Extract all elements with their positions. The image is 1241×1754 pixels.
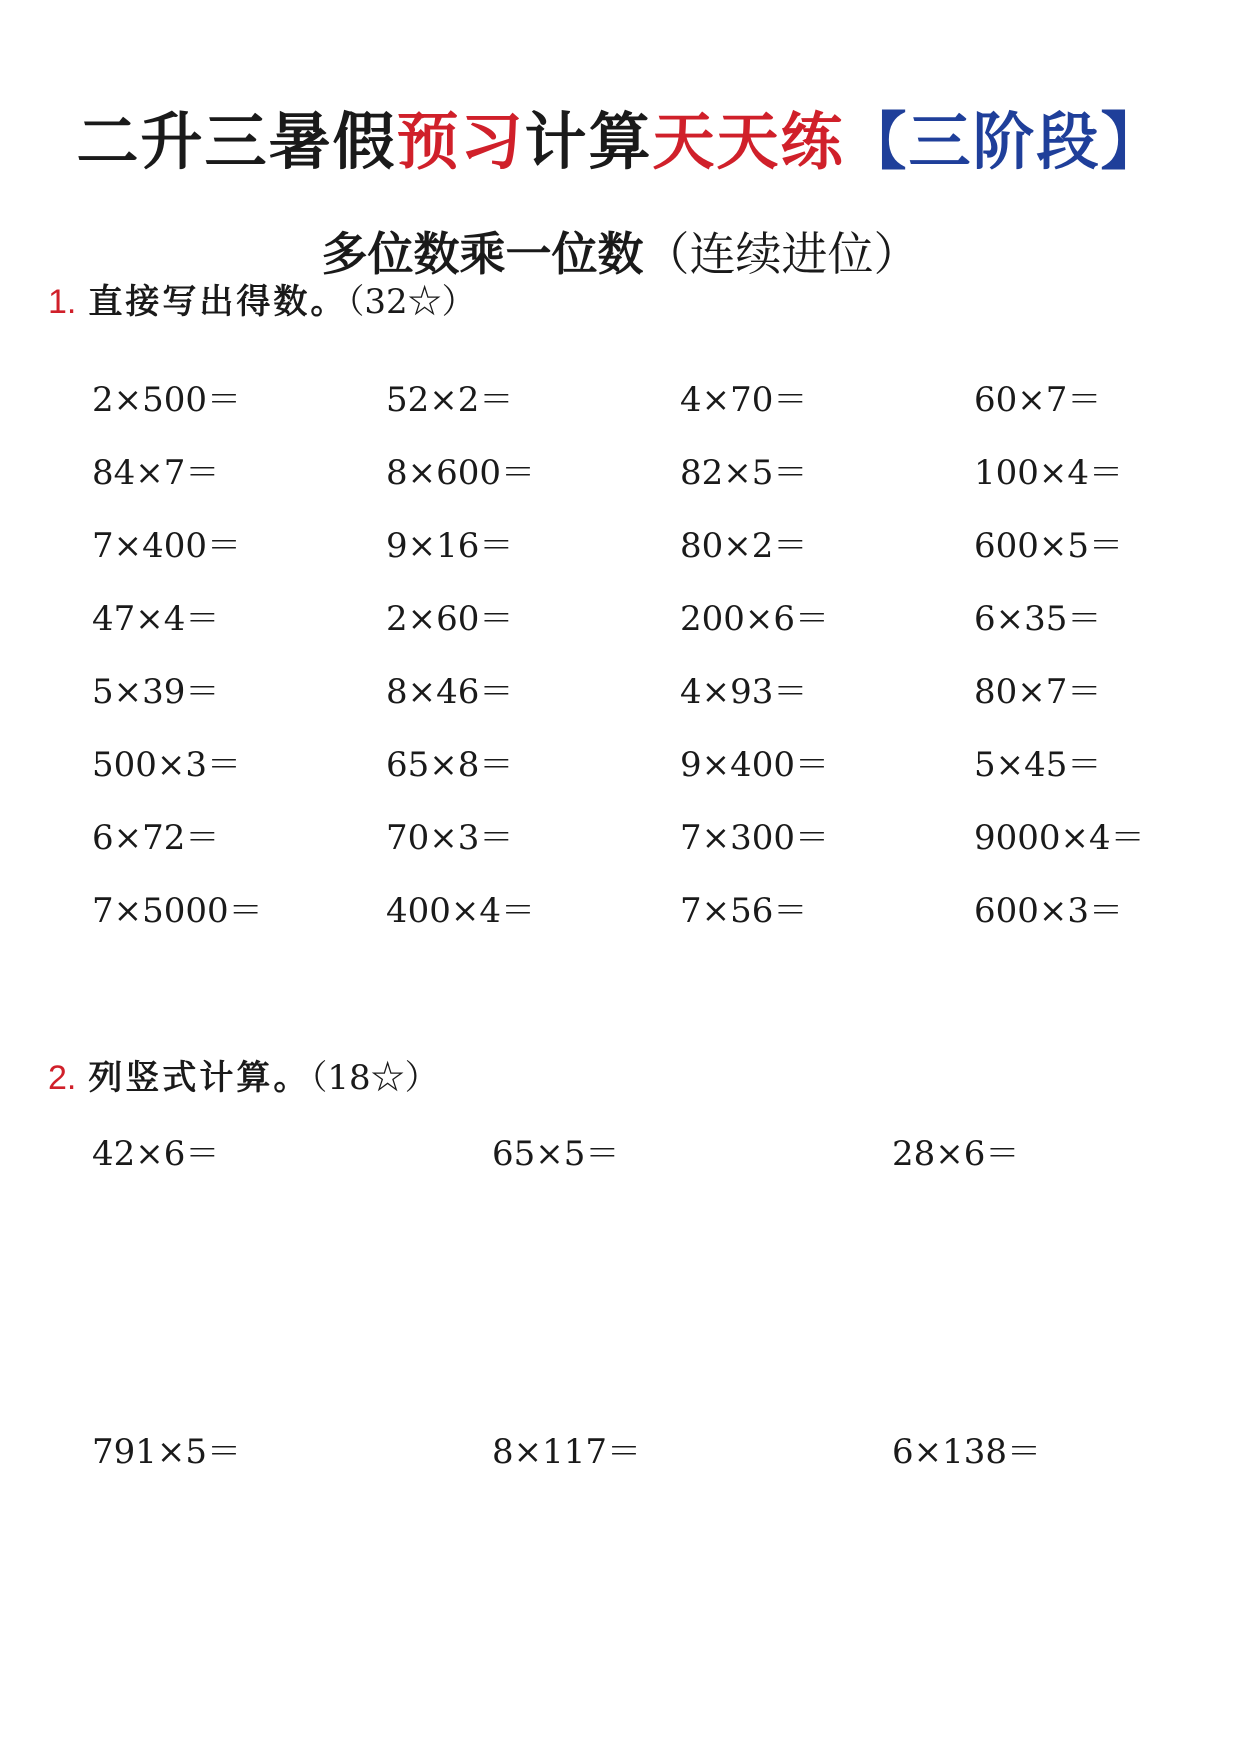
section2-instruction: 列竖式计算。 <box>88 1058 311 1098</box>
problem: 5×45＝ <box>974 745 1102 785</box>
problem: 5×39＝ <box>92 672 220 712</box>
problem: 70×3＝ <box>386 818 514 858</box>
section1-problem-grid <box>92 372 1172 956</box>
problem: 9×400＝ <box>680 745 830 785</box>
problem: 84×7＝ <box>92 453 220 493</box>
problem: 80×2＝ <box>680 526 808 566</box>
title-part-daily: 天天练 <box>652 105 845 178</box>
page-title <box>0 92 1241 181</box>
problem: 8×600＝ <box>386 453 536 493</box>
problem: 47×4＝ <box>92 599 220 639</box>
problem: 2×500＝ <box>92 380 242 420</box>
vertical-problem: 28×6＝ <box>892 1134 1020 1174</box>
problem: 600×3＝ <box>974 891 1124 931</box>
problem: 500×3＝ <box>92 745 242 785</box>
subtitle-paren: （连续进位） <box>643 227 920 281</box>
vertical-problem: 8×117＝ <box>492 1432 642 1472</box>
problem: 400×4＝ <box>386 891 536 931</box>
section1-instruction: 直接写出得数。 <box>88 282 348 322</box>
problem: 7×300＝ <box>680 818 830 858</box>
problem: 9×16＝ <box>386 526 514 566</box>
problem: 6×35＝ <box>974 599 1102 639</box>
section2-row1 <box>92 1126 1192 1175</box>
problem: 7×400＝ <box>92 526 242 566</box>
problem: 6×72＝ <box>92 818 220 858</box>
vertical-problem: 42×6＝ <box>92 1134 220 1174</box>
title-part-preview: 预习 <box>396 105 525 178</box>
problem: 80×7＝ <box>974 672 1102 712</box>
problem: 65×8＝ <box>386 745 514 785</box>
problem: 7×5000＝ <box>92 891 263 931</box>
problem: 9000×4＝ <box>974 818 1145 858</box>
problem: 100×4＝ <box>974 453 1124 493</box>
section2-score: （18☆） <box>310 1058 439 1098</box>
problem: 2×60＝ <box>386 599 514 639</box>
section1-score: （32☆） <box>347 282 476 322</box>
problem: 4×93＝ <box>680 672 808 712</box>
section2-row2 <box>92 1424 1192 1473</box>
problem: 200×6＝ <box>680 599 830 639</box>
problem: 60×7＝ <box>974 380 1102 420</box>
problem: 82×5＝ <box>680 453 808 493</box>
section2-number: 2. <box>48 1059 77 1097</box>
vertical-problem: 65×5＝ <box>492 1134 620 1174</box>
problem: 7×56＝ <box>680 891 808 931</box>
problem: 8×46＝ <box>386 672 514 712</box>
section1-number: 1. <box>48 283 77 321</box>
title-part-stage: 【三阶段】 <box>844 105 1165 178</box>
vertical-problem: 791×5＝ <box>92 1432 242 1472</box>
problem: 4×70＝ <box>680 380 808 420</box>
problem: 52×2＝ <box>386 380 514 420</box>
section2-heading <box>48 1050 439 1099</box>
subtitle-main: 多位数乘一位数 <box>321 227 644 281</box>
section1-heading <box>48 274 476 323</box>
title-part-calc: 计算 <box>524 105 653 178</box>
title-part-grade: 二升三暑假 <box>76 105 397 178</box>
problem: 600×5＝ <box>974 526 1124 566</box>
vertical-problem: 6×138＝ <box>892 1432 1042 1472</box>
